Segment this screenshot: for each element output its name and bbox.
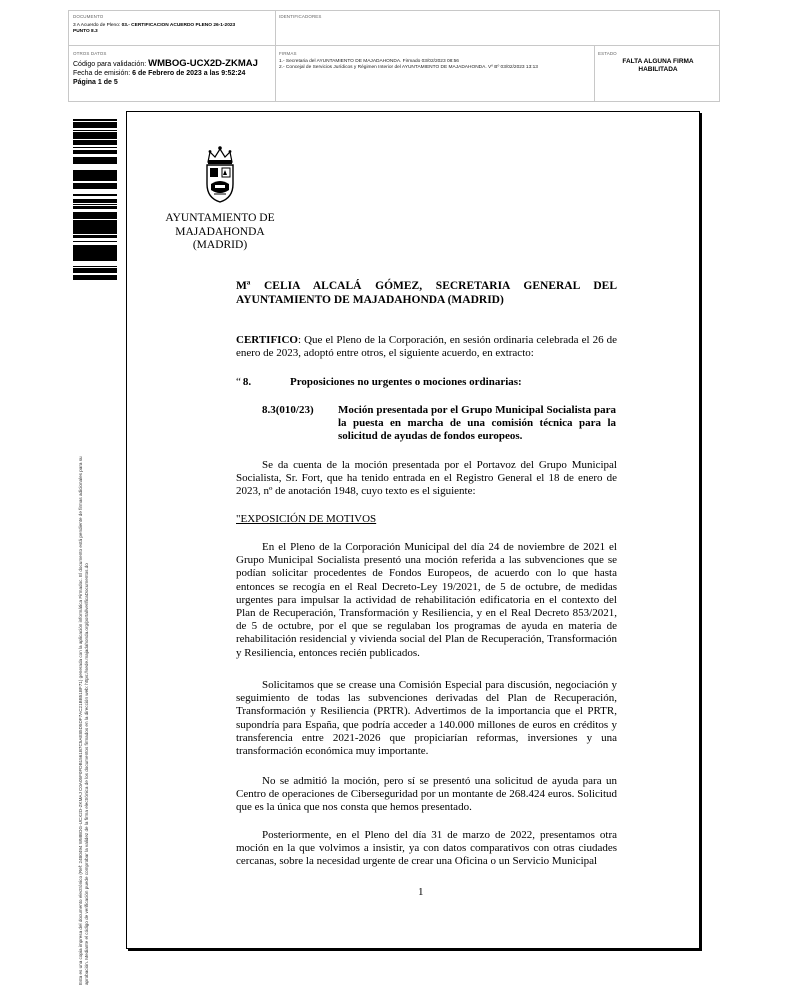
- codigo-prefix: Código para validación:: [73, 61, 147, 68]
- firma-1: 1.- Secretaria del AYUNTAMIENTO DE MAJADAHONDA. Firmado 03/02/2023 08:56: [279, 59, 459, 64]
- agenda-item-8-3-number: 8.3(010/23): [262, 404, 314, 416]
- side-verification-text: [78, 285, 90, 985]
- letterhead-line-3: (MADRID): [192, 239, 248, 251]
- certifico-text: : Que el Pleno de la Corporación, en sesión ordinaria celebrada el 26 de enero de 2023, adoptó entre otros, el siguiente acuerdo, en extracto:: [236, 334, 617, 360]
- otros-datos-label: OTROS DATOS: [73, 51, 107, 56]
- agenda-item-8-3-title: Moción presentada por el Grupo Municipal Socialista para la puesta en marcha de una comisión técnica para la solicitud de ayudas de fondos europeos.: [338, 404, 616, 443]
- paragraph-5: [236, 829, 617, 869]
- section-heading-exposicion: "EXPOSICIÓN DE MOTIVOS: [236, 513, 377, 525]
- agenda-item-8-title: Proposiciones no urgentes o mociones ordinarias:: [290, 376, 522, 388]
- identificadores-label: IDENTIFICADORES: [279, 14, 322, 19]
- documento-line1: 3 A Acuerdo de Pleno:: [73, 23, 121, 28]
- documento-cell: [73, 14, 273, 35]
- side-text-line-2: aprobación. Mediante el código de verificación puede comprobar la validez de la firma electrónica de los documentos firmados en la dirección web: https://sede.majadahonda.org/portal/verificaDocumentos.do: [84, 563, 89, 985]
- firmas-label: FIRMAS: [279, 51, 297, 56]
- letterhead-line-2: MAJADAHONDA: [175, 225, 265, 238]
- fecha-prefix: Fecha de emisión:: [73, 70, 131, 77]
- paragraph-1: [236, 459, 617, 499]
- documento-label: DOCUMENTO: [73, 14, 104, 19]
- documento-title: 03.- CERTIFICACION ACUERDO PLENO 26-1-2023: [121, 23, 236, 28]
- estado-label: ESTADO: [598, 51, 617, 56]
- identificadores-cell: [279, 14, 579, 19]
- paragraph-5-text: Posteriormente, en el Pleno del día 31 de marzo de 2022, presentamos otra moción en la que volvimos a insistir, ya con datos comparativos con otras ciudades cercanas, sobre la necesidad urgente de crear una Oficina o un Servicio Municipal: [236, 829, 617, 868]
- opening-quote: “: [236, 376, 241, 388]
- estado-cell: [598, 51, 718, 74]
- letterhead: [150, 212, 290, 253]
- otros-datos-cell: [73, 51, 273, 87]
- letterhead-line-1: AYUNTAMIENTO DE: [165, 212, 275, 224]
- paragraph-4-text: No se admitió la moción, pero sí se presentó una solicitud de ayuda para un Centro de operaciones de Ciberseguridad por un montante de 268.424 euros. Solicitud que es la única que nos consta que hemos presentado.: [236, 775, 617, 814]
- paragraph-2: [236, 541, 617, 660]
- barcode-icon: [73, 118, 117, 280]
- fecha-value: 6 de Febrero de 2023 a las 9:52:24: [132, 70, 246, 77]
- certifico-label: CERTIFICO: [236, 334, 298, 346]
- agenda-item-8: [236, 376, 522, 388]
- agenda-item-8-number: 8.: [242, 376, 252, 388]
- document-header: [68, 10, 720, 102]
- estado-value-2: HABILITADA: [638, 66, 678, 73]
- side-text-line-1: Esta es una copia impresa del documento electrónico (Ref: 2480494 WMBOG-UCX2D-ZKMAJ C0A05F0FDB1561B7C5AE85D5DF7AC21BB51BF71) generada con la aplicación informática Firmadoc. El documento está pendiente de firmas adicionales para su: [78, 456, 83, 985]
- document-title: Mª CELIA ALCALÁ GÓMEZ, SECRETARIA GENERAL DEL AYUNTAMIENTO DE MAJADAHONDA (MADRID): [236, 280, 617, 306]
- page-number: 1: [418, 886, 424, 898]
- firma-2: 2.- Concejal de Servicios Jurídicos y Régimen Interior del AYUNTAMIENTO DE MAJADAHONDA. Vº Bº 03/02/2023 13:13: [279, 65, 538, 70]
- validation-code[interactable]: WMBOG-UCX2D-ZKMAJ: [148, 58, 258, 69]
- paragraph-4: [236, 775, 617, 815]
- estado-value: FALTA ALGUNA FIRMA: [622, 58, 694, 65]
- firmas-cell: [279, 51, 591, 71]
- paragraph-2-text: En el Pleno de la Corporación Municipal del día 24 de noviembre de 2021 el Grupo Municipal Socialista presentó una moción referida a las subvenciones que se podían solicitar procedentes de Fondos Europeos, de acuerdo con lo que hasta entonces se recogía en el Real Decreto-Ley 19/2021, de 5 de octubre, de medidas urgentes para impulsar la actividad de rehabilitación edificatoria en el contexto del Plan de Recuperación, Transformación y Resiliencia, y en el Real Decreto 853/2021, de 5 de octubre, por el que se regulaban los programas de ayuda en materia de rehabilitación residencial y vivienda social del Plan de Recuperación, Transformación y Resiliencia, entonces recién publicados.: [236, 541, 617, 659]
- page-count: Página 1 de 5: [73, 79, 118, 86]
- paragraph-3-text: Solicitamos que se crease una Comisión Especial para discusión, negociación y seguimiento de todas las subvenciones derivadas del Plan de Recuperación, Transformación y Resiliencia (PRTR). Advertimos de la importancia que el PRTR, supondría para España, que podría acceder a 140.000 millones de euros en créditos y transferencia entre 2021-2026 que propiciarían reformas, inversiones y una transformación económica muy importante.: [236, 679, 617, 758]
- coat-of-arms-icon: [202, 144, 238, 204]
- certifico-paragraph: [236, 334, 617, 360]
- paragraph-1-text: Se da cuenta de la moción presentada por el Portavoz del Grupo Municipal Socialista, Sr. Fort, que ha tenido entrada en el Registro General el 18 de enero de 2023, nº de anotación 1948, cuyo texto es el siguiente:: [236, 459, 617, 498]
- paragraph-3: [236, 679, 617, 758]
- documento-line2: PUNTO 8.3: [73, 29, 98, 34]
